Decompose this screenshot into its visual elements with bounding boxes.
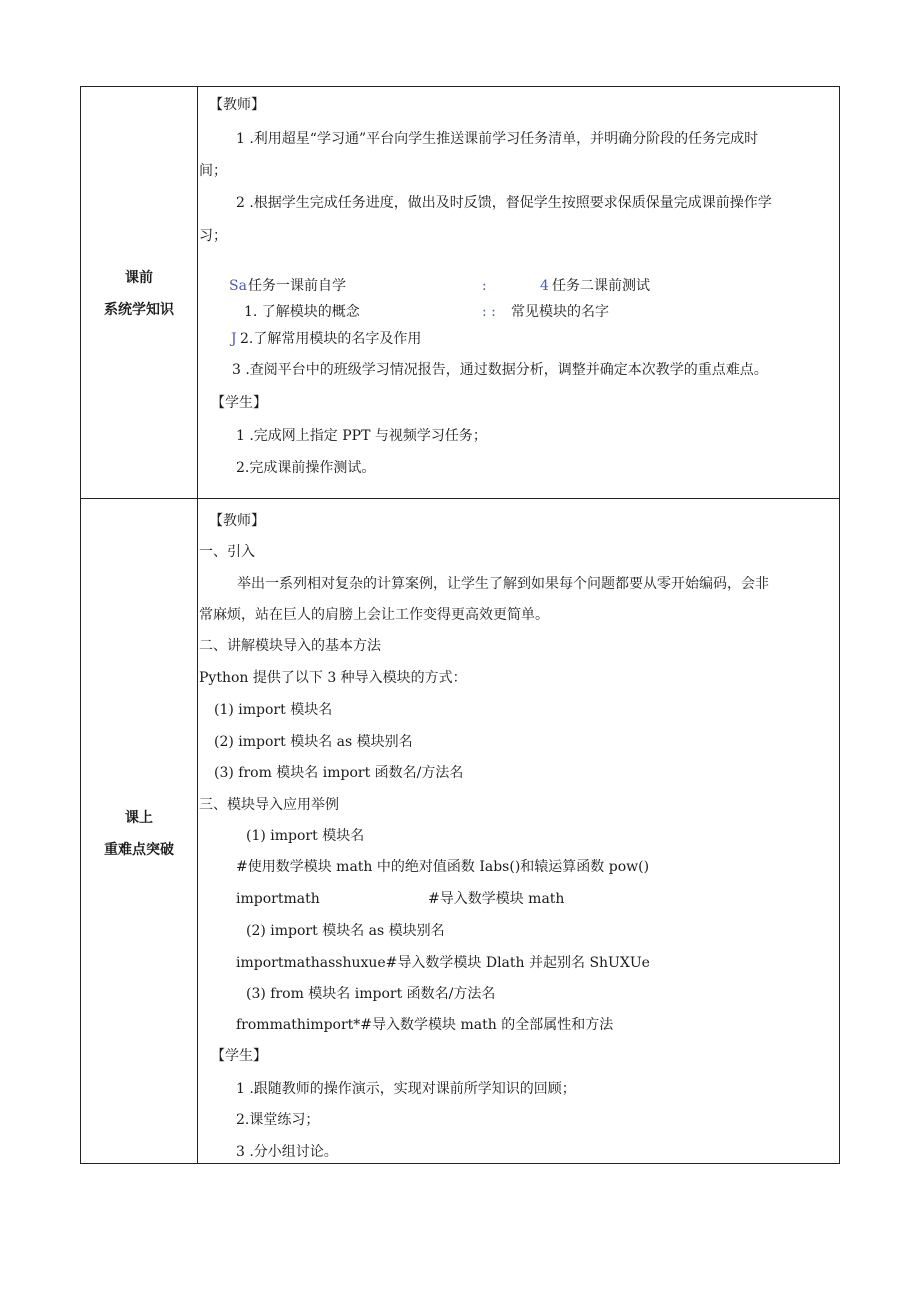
row2-label-line2: 重难点突破 <box>104 842 174 858</box>
section-1-title: 一、引入 <box>199 544 255 560</box>
column-divider <box>197 87 198 1163</box>
row2-label-line1: 课上 <box>125 810 153 826</box>
example-2-code: importmathasshuxue#导入数学模块 Dlath 并起别名 ShUXUe <box>236 955 650 971</box>
student-item-1: 1 .完成网上指定 PPT 与视频学习任务； <box>236 428 487 444</box>
section-1-para-line1: 举出一系列相对复杂的计算案例，让学生了解到如果每个问题都要从零开始编码，会非 <box>237 576 769 592</box>
task1-mark: Sa <box>229 278 247 294</box>
teacher-heading-2: 【教师】 <box>209 513 265 529</box>
example-3-title: (3) from 模块名 import 函数名/方法名 <box>246 986 496 1002</box>
task-separator-1: : <box>482 278 487 294</box>
teacher-item-2-line2: 习； <box>199 228 227 244</box>
example-3-code: frommathimport*#导入数学模块 math 的全部属性和方法 <box>236 1017 614 1033</box>
example-2-title: (2) import 模块名 as 模块别名 <box>246 923 445 939</box>
teacher-item-1-line1: 1 .利用超星“学习通”平台向学生推送课前学习任务清单，并明确分阶段的任务完成时 <box>236 131 759 147</box>
row-divider <box>81 498 839 499</box>
row1-label-line2: 系统学知识 <box>104 302 174 318</box>
teacher-item-2-line1: 2 .根据学生完成任务进度，做出及时反馈，督促学生按照要求保质保量完成课前操作学 <box>236 195 772 211</box>
student-item-1-2: 1 .跟随教师的操作演示，实现对课前所学知识的回顾； <box>236 1081 576 1097</box>
teacher-item-3: 3 .查阅平台中的班级学习情况报告，通过数据分析，调整并确定本次教学的重点难点。 <box>232 362 768 378</box>
example-1-code-comment: #导入数学模块 math <box>428 891 565 907</box>
student-item-3-2: 3 .分小组讨论。 <box>236 1144 338 1160</box>
student-heading-2: 【学生】 <box>211 1048 267 1064</box>
student-item-2-2: 2.课堂练习； <box>236 1112 320 1128</box>
student-item-2: 2.完成课前操作测试。 <box>236 460 376 476</box>
task2-mark: 4 <box>540 278 549 294</box>
section-2-title: 二、讲解模块导入的基本方法 <box>199 638 381 654</box>
example-1-code: importmath <box>236 891 320 907</box>
row1-label-line1: 课前 <box>125 270 153 286</box>
import-way-3: (3) from 模块名 import 函数名/方法名 <box>214 765 464 781</box>
section-1-para-line2: 常麻烦，站在巨人的肩膀上会让工作变得更高效更简单。 <box>199 607 549 623</box>
task2-item-1: 常见模块的名字 <box>511 304 609 320</box>
task1-item-2-mark: J <box>231 331 237 347</box>
example-1-comment: #使用数学模块 math 中的绝对值函数 Iabs()和辕运算函数 pow() <box>236 859 650 875</box>
import-way-2: (2) import 模块名 as 模块别名 <box>214 734 413 750</box>
teacher-item-1-line2: 间； <box>199 163 227 179</box>
example-1-title: (1) import 模块名 <box>246 828 365 844</box>
task1-title: 任务一课前自学 <box>248 278 346 294</box>
section-2-intro: Python 提供了以下 3 种导入模块的方式： <box>199 670 467 686</box>
task1-item-2: 2.了解常用模块的名字及作用 <box>240 331 422 347</box>
teacher-heading: 【教师】 <box>209 97 265 113</box>
student-heading: 【学生】 <box>211 395 267 411</box>
task-separator-2: : : <box>482 304 496 320</box>
task1-item-1: 1. 了解模块的概念 <box>244 304 360 320</box>
import-way-1: (1) import 模块名 <box>214 702 333 718</box>
section-3-title: 三、模块导入应用举例 <box>199 797 339 813</box>
task2-title: 任务二课前测试 <box>552 278 650 294</box>
